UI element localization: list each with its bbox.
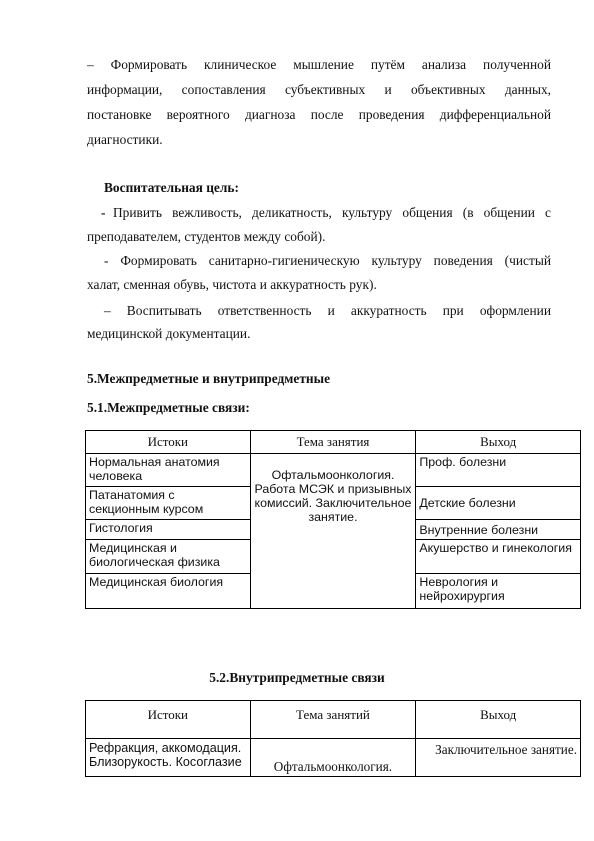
source-cell: Медицинская биология bbox=[86, 574, 251, 609]
output-cell: Проф. болезни bbox=[416, 454, 581, 487]
section-heading: Воспитательная цель: bbox=[104, 180, 239, 195]
paragraph-line: - Формировать санитарно-гигиеническую культуру поведения (чистый bbox=[104, 253, 551, 268]
output-cell: Акушерство и гинекология bbox=[416, 540, 581, 574]
source-cell: Патанатомия с секционным курсом bbox=[86, 487, 251, 520]
paragraph-line: информации, сопоставления субъективных и объективных данных, bbox=[87, 82, 551, 97]
paragraph-line: постановке вероятного диагноза после проведения дифференциальной bbox=[87, 107, 551, 122]
section-heading: 5.2.Внутрипредметные связи bbox=[209, 670, 385, 685]
paragraph-line: – Формировать клиническое мышление путём анализа полученной bbox=[87, 57, 551, 72]
col-header: Истоки bbox=[86, 701, 251, 739]
dash-marker: - bbox=[101, 205, 106, 220]
source-cell: Нормальная анатомия человека bbox=[86, 454, 251, 487]
paragraph-line: Привить вежливость, деликатность, культуру общения (в общении с bbox=[113, 205, 551, 220]
topic-cell: Офтальмоонкология. Работа МСЭК и призывных комиссий. Заключительное занятие. bbox=[250, 454, 416, 609]
section-heading: 5.Межпредметные и внутрипредметные bbox=[87, 371, 331, 386]
paragraph-line: халат, сменная обувь, чистота и аккуратность рук). bbox=[87, 277, 377, 292]
source-cell: Рефракция, аккомодация. Близорукость. Косоглазие bbox=[86, 739, 251, 777]
paragraph-line: – Воспитывать ответственность и аккуратность при оформлении bbox=[104, 303, 551, 318]
topic-cell: Офтальмоонкология. bbox=[250, 739, 416, 777]
section-heading: 5.1.Межпредметные связи: bbox=[87, 400, 250, 415]
paragraph-line: преподавателем, студентов между собой). bbox=[87, 229, 326, 244]
output-cell: Неврология и нейрохирургия bbox=[416, 574, 581, 609]
output-cell: Заключительное занятие. bbox=[416, 739, 581, 777]
source-cell: Медицинская и биологическая физика bbox=[86, 540, 251, 574]
col-header: Выход bbox=[416, 431, 581, 454]
col-header: Тема занятий bbox=[250, 701, 416, 739]
paragraph-line: диагностики. bbox=[87, 132, 163, 147]
output-cell: Внутренние болезни bbox=[416, 520, 581, 540]
paragraph-line: медицинской документации. bbox=[87, 326, 251, 341]
col-header: Выход bbox=[416, 701, 581, 739]
intradisciplinary-table bbox=[85, 700, 581, 777]
col-header: Тема занятия bbox=[250, 431, 416, 454]
output-cell: Детские болезни bbox=[416, 487, 581, 520]
col-header: Истоки bbox=[86, 431, 251, 454]
interdisciplinary-table bbox=[85, 430, 581, 609]
source-cell: Гистология bbox=[86, 520, 251, 540]
